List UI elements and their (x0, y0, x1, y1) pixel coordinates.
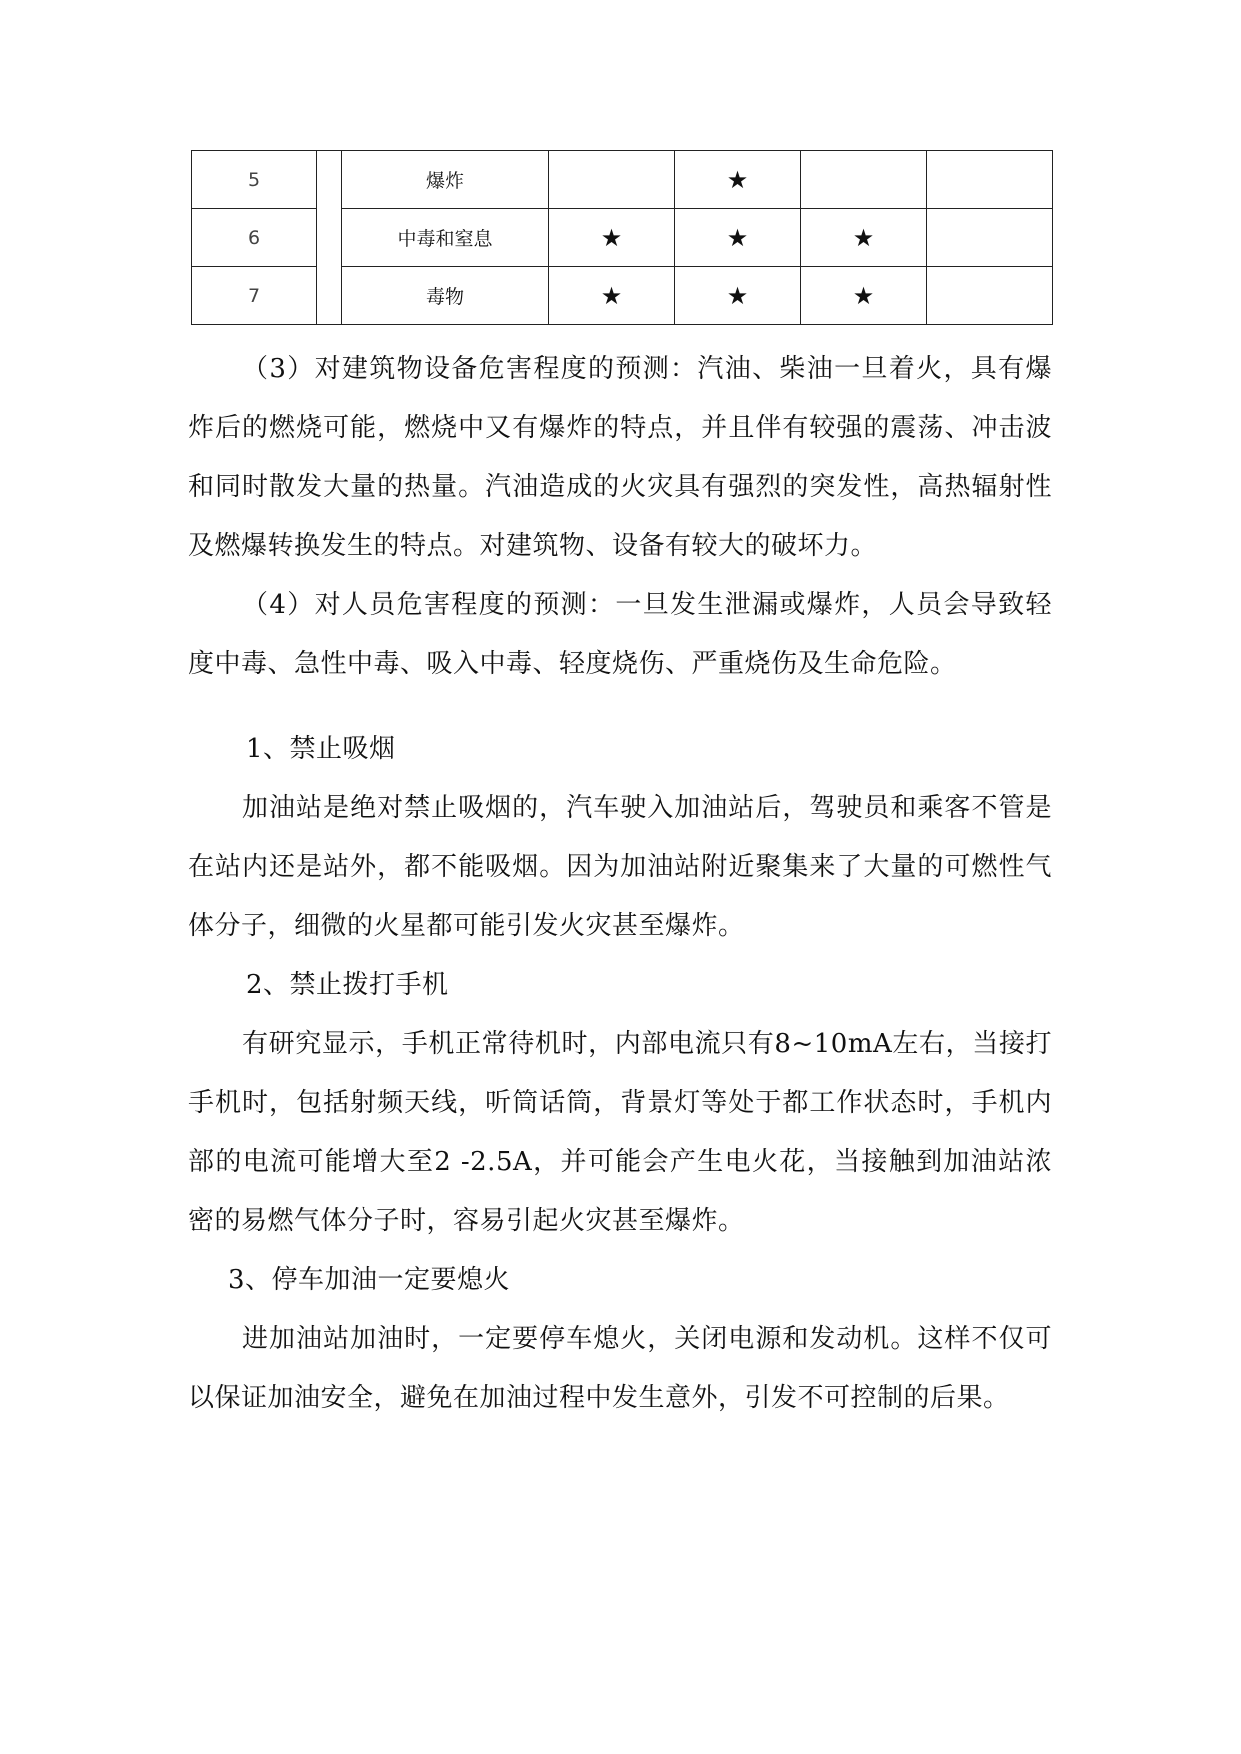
hazard-name: 毒物 (342, 267, 549, 325)
star-mark (927, 151, 1053, 209)
star-mark (549, 151, 675, 209)
personnel-hazard-paragraph: （4）对人员危害程度的预测：一旦发生泄漏或爆炸，人员会导致轻度中毒、急性中毒、吸入中毒、轻度烧伤、严重烧伤及生命危险。 (188, 590, 1052, 679)
heading-no-phone: 2、禁止拨打手机 (246, 970, 449, 1000)
row-number: 6 (192, 209, 317, 267)
star-mark: ★ (675, 151, 801, 209)
blank-column-cell (317, 151, 342, 209)
no-smoking-paragraph: 加油站是绝对禁止吸烟的，汽车驶入加油站后，驾驶员和乘客不管是在站内还是站外，都不能吸烟。因为加油站附近聚集来了大量的可燃性气体分子，细微的火星都可能引发火灾甚至爆炸。 (188, 793, 1052, 941)
star-mark: ★ (801, 209, 927, 267)
hazard-name: 中毒和窒息 (342, 209, 549, 267)
table-row (192, 151, 1053, 209)
star-mark: ★ (675, 267, 801, 325)
hazard-name: 爆炸 (342, 151, 549, 209)
no-phone-paragraph: 有研究显示，手机正常待机时，内部电流只有8~10mA左右，当接打手机时，包括射频天线，听筒话筒，背景灯等处于都工作状态时，手机内部的电流可能增大至2 -2.5A，并可能会产生电火花，当接触到加油站浓密的易燃气体分子时，容易引起火灾甚至爆炸。 (188, 1029, 1052, 1236)
heading-engine-off: 3、停车加油一定要熄火 (228, 1265, 511, 1295)
blank-column-cell (317, 209, 342, 267)
hazard-table (191, 150, 1053, 325)
hazard-prediction-section (188, 340, 1052, 694)
star-mark (927, 267, 1053, 325)
star-mark: ★ (549, 267, 675, 325)
star-mark: ★ (675, 209, 801, 267)
star-mark: ★ (549, 209, 675, 267)
row-number: 5 (192, 151, 317, 209)
star-mark (801, 151, 927, 209)
star-mark: ★ (801, 267, 927, 325)
row-number: 7 (192, 267, 317, 325)
blank-column-cell (317, 267, 342, 325)
building-hazard-paragraph: （3）对建筑物设备危害程度的预测：汽油、柴油一旦着火，具有爆炸后的燃烧可能，燃烧中又有爆炸的特点，并且伴有较强的震荡、冲击波和同时散发大量的热量。汽油造成的火灾具有强烈的突发性，高热辐射性及燃爆转换发生的特点。对建筑物、设备有较大的破坏力。 (188, 354, 1052, 561)
heading-no-smoking: 1、禁止吸烟 (246, 734, 396, 764)
table-row (192, 267, 1053, 325)
table-row (192, 209, 1053, 267)
star-mark (927, 209, 1053, 267)
safety-rules-section (188, 720, 1052, 1428)
engine-off-paragraph: 进加油站加油时，一定要停车熄火，关闭电源和发动机。这样不仅可以保证加油安全，避免在加油过程中发生意外，引发不可控制的后果。 (188, 1324, 1052, 1413)
